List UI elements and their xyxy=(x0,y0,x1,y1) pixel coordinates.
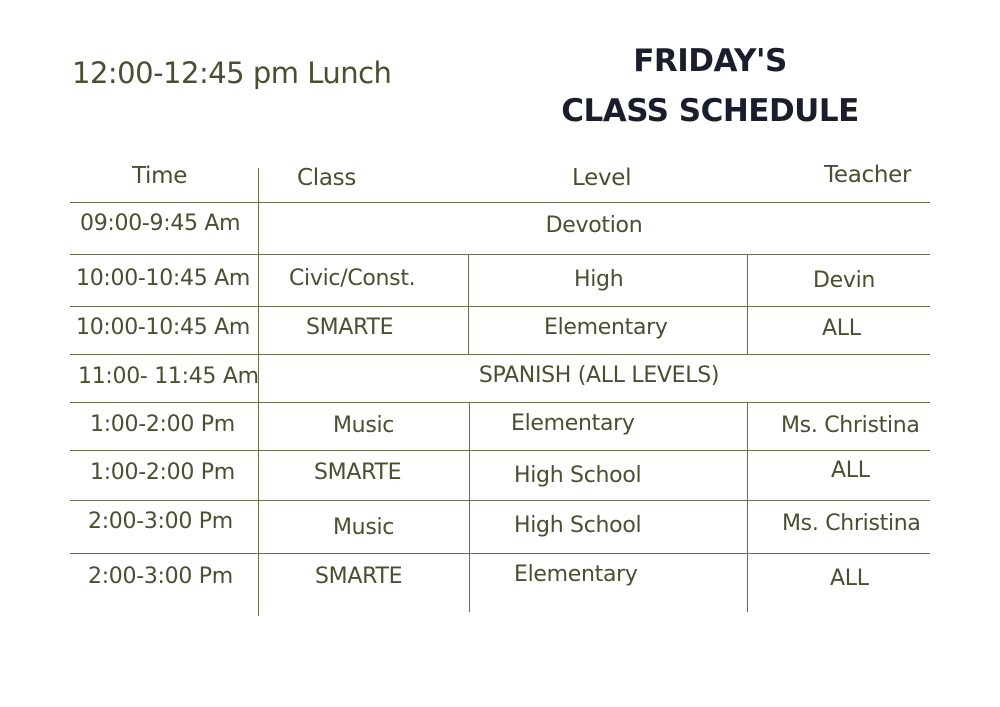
row-8-time: 2:00-3:00 Pm xyxy=(88,564,233,589)
page-title xyxy=(560,36,860,136)
row-3-class: SMARTE xyxy=(306,315,394,340)
row-8-class: SMARTE xyxy=(315,564,403,589)
row-3-teacher: ALL xyxy=(822,316,861,341)
header-level: Level xyxy=(572,165,632,191)
row-divider xyxy=(70,402,930,403)
header-class: Class xyxy=(297,165,357,191)
row-divider xyxy=(70,500,930,501)
row-6-time: 1:00-2:00 Pm xyxy=(90,460,235,485)
row-4-merged: SPANISH (ALL LEVELS) xyxy=(478,363,720,388)
column-divider xyxy=(747,254,748,354)
row-3-level: Elementary xyxy=(544,315,668,340)
row-7-class: Music xyxy=(333,515,395,540)
row-5-class: Music xyxy=(333,413,395,438)
row-divider xyxy=(70,450,930,451)
row-8-level: Elementary xyxy=(514,562,638,587)
title-line-2: CLASS SCHEDULE xyxy=(561,93,859,129)
column-divider xyxy=(468,254,469,354)
column-divider xyxy=(469,402,470,612)
row-6-level: High School xyxy=(514,463,642,488)
row-5-level: Elementary xyxy=(511,411,635,436)
column-divider xyxy=(747,402,748,612)
row-2-time: 10:00-10:45 Am xyxy=(76,266,251,291)
row-7-teacher: Ms. Christina xyxy=(782,511,921,536)
row-1-time: 09:00-9:45 Am xyxy=(80,211,241,236)
row-3-time: 10:00-10:45 Am xyxy=(76,315,251,340)
row-divider xyxy=(70,254,930,255)
row-5-time: 1:00-2:00 Pm xyxy=(90,412,235,437)
row-1-merged: Devotion xyxy=(545,213,643,238)
row-8-teacher: ALL xyxy=(830,566,869,591)
row-divider xyxy=(70,306,930,307)
row-4-time: 11:00- 11:45 Am xyxy=(78,364,259,389)
header-teacher: Teacher xyxy=(824,162,912,188)
row-divider xyxy=(70,553,930,554)
row-2-level: High xyxy=(574,267,624,292)
row-5-teacher: Ms. Christina xyxy=(781,413,920,438)
row-7-level: High School xyxy=(514,513,642,538)
row-2-teacher: Devin xyxy=(813,268,876,293)
row-divider xyxy=(70,354,930,355)
row-6-teacher: ALL xyxy=(831,458,870,483)
row-divider xyxy=(70,202,930,203)
row-2-class: Civic/Const. xyxy=(289,266,416,291)
schedule-table xyxy=(70,150,930,620)
row-6-class: SMARTE xyxy=(314,460,402,485)
title-line-1: FRIDAY'S xyxy=(633,43,787,79)
lunch-note: 12:00-12:45 pm Lunch xyxy=(72,56,392,90)
row-7-time: 2:00-3:00 Pm xyxy=(88,509,233,534)
header-time: Time xyxy=(132,163,188,189)
